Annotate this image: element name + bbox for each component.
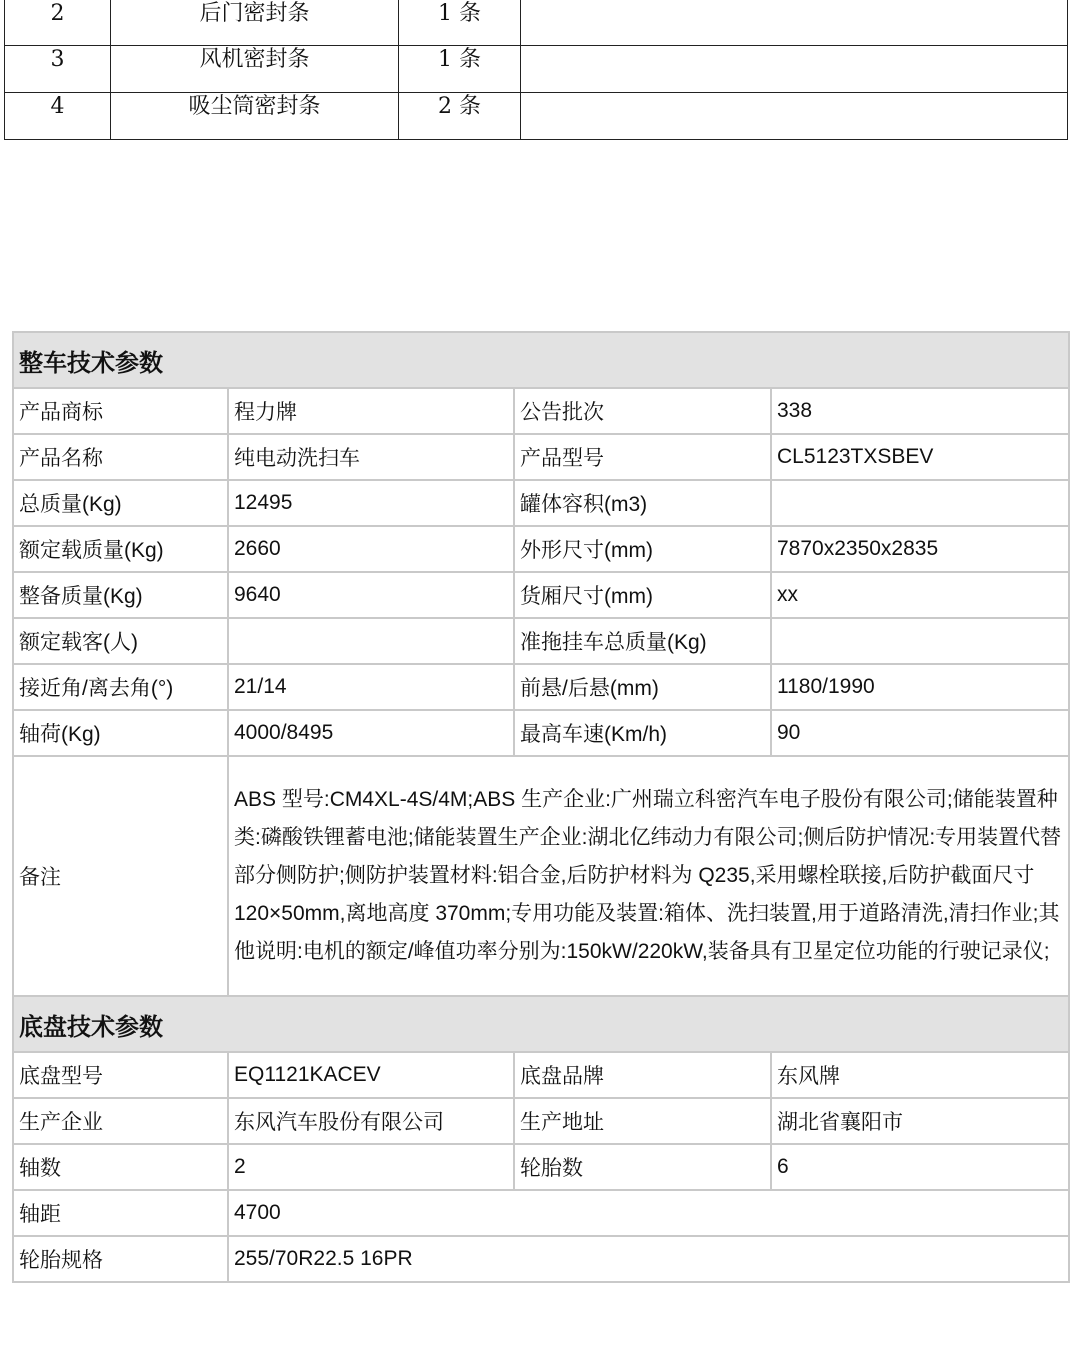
param-value: 东风汽车股份有限公司 <box>228 1098 514 1144</box>
table-row <box>13 1190 1069 1236</box>
param-value: 湖北省襄阳市 <box>771 1098 1069 1144</box>
seal-note <box>521 93 1068 140</box>
table-row <box>13 526 1069 572</box>
param-label: 准拖挂车总质量(Kg) <box>514 618 771 664</box>
param-label: 产品商标 <box>13 388 228 434</box>
tire-spec-label: 轮胎规格 <box>13 1236 228 1282</box>
table-row <box>13 1236 1069 1282</box>
param-value: 90 <box>771 710 1069 756</box>
vehicle-section-header <box>13 332 1069 388</box>
chassis-section-header <box>13 996 1069 1052</box>
table-row <box>5 93 1068 140</box>
param-label: 额定载客(人) <box>13 618 228 664</box>
param-value: 7870x2350x2835 <box>771 526 1069 572</box>
param-value <box>771 480 1069 526</box>
table-row <box>13 388 1069 434</box>
param-value: 338 <box>771 388 1069 434</box>
remark-text: ABS 型号:CM4XL-4S/4M;ABS 生产企业:广州瑞立科密汽车电子股份有限公司;储能装置种类:磷酸铁锂蓄电池;储能装置生产企业:湖北亿纬动力有限公司;侧后防护情况:专用装置代替部分侧防护;侧防护装置材料:铝合金,后防护材料为 Q235,采用螺栓联接,后防护截面尺寸 120×50mm,离地高度 370mm;专用功能及装置:箱体、洗扫装置,用于道路清洗,清扫作业;其他说明:电机的额定/峰值功率分别为:150kW/220kW,装备具有卫星定位功能的行驶记录仪; <box>228 756 1069 996</box>
param-label: 罐体容积(m3) <box>514 480 771 526</box>
param-value: xx <box>771 572 1069 618</box>
tire-spec-value: 255/70R22.5 16PR <box>228 1236 1069 1282</box>
seal-qty: 1 条 <box>399 46 521 93</box>
param-value: 6 <box>771 1144 1069 1190</box>
table-row <box>13 572 1069 618</box>
param-label: 生产地址 <box>514 1098 771 1144</box>
seal-no: 2 <box>5 0 111 46</box>
seal-no: 4 <box>5 93 111 140</box>
param-label: 接近角/离去角(°) <box>13 664 228 710</box>
wheelbase-value: 4700 <box>228 1190 1069 1236</box>
param-label: 产品型号 <box>514 434 771 480</box>
table-row <box>13 1098 1069 1144</box>
table-row <box>13 434 1069 480</box>
param-value: 21/14 <box>228 664 514 710</box>
param-value: 东风牌 <box>771 1052 1069 1098</box>
param-value: 程力牌 <box>228 388 514 434</box>
param-value: 4000/8495 <box>228 710 514 756</box>
param-label: 生产企业 <box>13 1098 228 1144</box>
table-row <box>13 710 1069 756</box>
param-value: CL5123TXSBEV <box>771 434 1069 480</box>
seal-name: 风机密封条 <box>111 46 399 93</box>
table-row <box>5 0 1068 46</box>
table-row <box>13 664 1069 710</box>
seal-no: 3 <box>5 46 111 93</box>
param-label: 额定载质量(Kg) <box>13 526 228 572</box>
tech-params-table <box>12 331 1070 1283</box>
seal-name: 吸尘筒密封条 <box>111 93 399 140</box>
table-row <box>13 618 1069 664</box>
param-label: 产品名称 <box>13 434 228 480</box>
param-label: 整备质量(Kg) <box>13 572 228 618</box>
param-label: 轮胎数 <box>514 1144 771 1190</box>
param-value: 12495 <box>228 480 514 526</box>
param-value: EQ1121KACEV <box>228 1052 514 1098</box>
param-value <box>771 618 1069 664</box>
chassis-section-title: 底盘技术参数 <box>13 996 1069 1052</box>
param-value: 纯电动洗扫车 <box>228 434 514 480</box>
vehicle-section-title: 整车技术参数 <box>13 332 1069 388</box>
param-label: 最高车速(Km/h) <box>514 710 771 756</box>
param-value: 2 <box>228 1144 514 1190</box>
seal-list-table <box>4 0 1068 140</box>
seal-qty: 1 条 <box>399 0 521 46</box>
seal-name: 后门密封条 <box>111 0 399 46</box>
seal-note <box>521 46 1068 93</box>
table-row <box>13 1052 1069 1098</box>
table-row <box>13 1144 1069 1190</box>
param-label: 底盘品牌 <box>514 1052 771 1098</box>
seal-qty: 2 条 <box>399 93 521 140</box>
remark-row <box>13 756 1069 996</box>
table-row <box>5 46 1068 93</box>
param-value: 2660 <box>228 526 514 572</box>
param-value: 1180/1990 <box>771 664 1069 710</box>
seal-note <box>521 0 1068 46</box>
param-label: 货厢尺寸(mm) <box>514 572 771 618</box>
param-label: 前悬/后悬(mm) <box>514 664 771 710</box>
param-label: 轴数 <box>13 1144 228 1190</box>
param-label: 总质量(Kg) <box>13 480 228 526</box>
param-value: 9640 <box>228 572 514 618</box>
param-value <box>228 618 514 664</box>
param-label: 外形尺寸(mm) <box>514 526 771 572</box>
param-label: 底盘型号 <box>13 1052 228 1098</box>
wheelbase-label: 轴距 <box>13 1190 228 1236</box>
param-label: 公告批次 <box>514 388 771 434</box>
remark-label: 备注 <box>13 756 228 996</box>
table-row <box>13 480 1069 526</box>
param-label: 轴荷(Kg) <box>13 710 228 756</box>
